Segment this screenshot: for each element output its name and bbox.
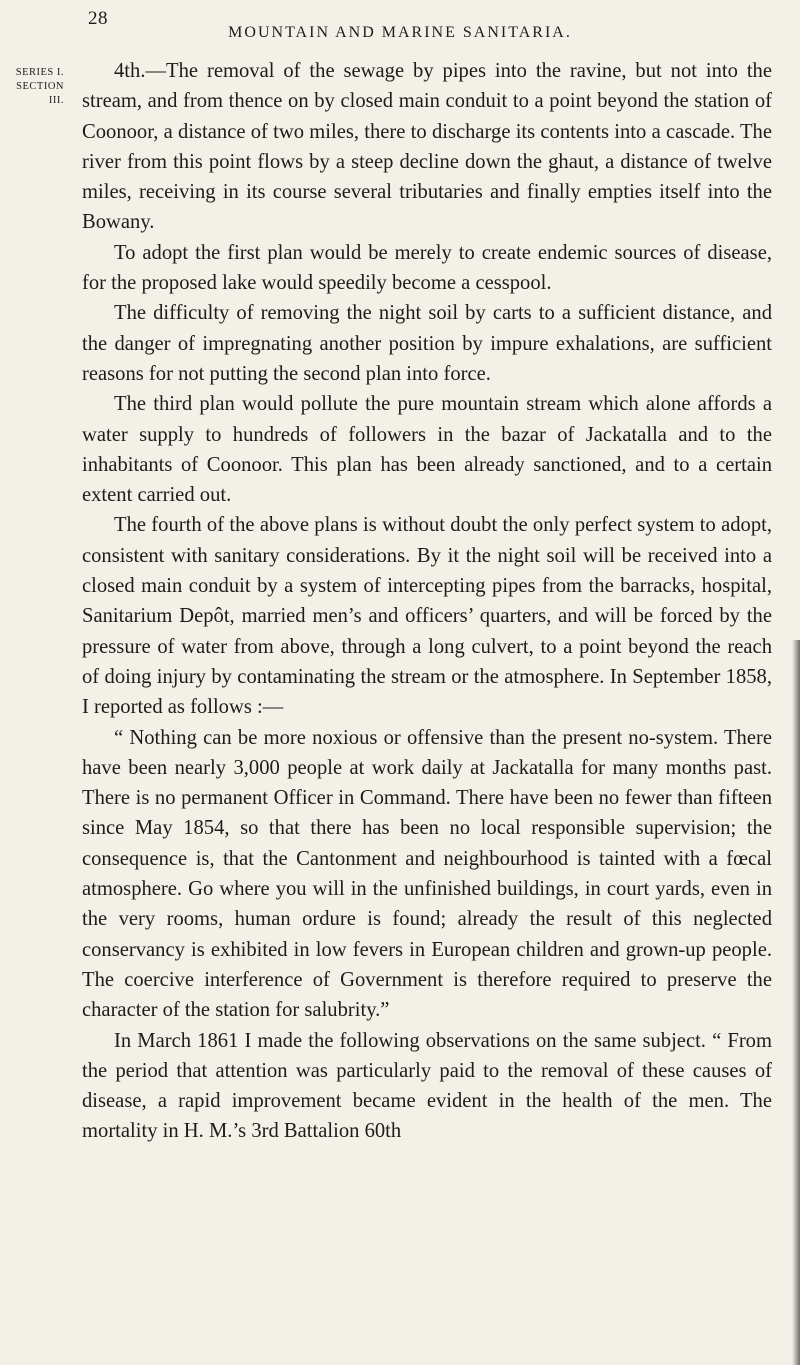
margin-note [0,66,64,108]
body-text [82,56,772,1147]
page-number: 28 [88,8,108,29]
paragraph: To adopt the first plan would be merely to create endemic sources of disease, for the proposed lake would speedily become a cesspool. [82,241,772,295]
paragraph: The third plan would pollute the pure mountain stream which alone affords a water supply to hundreds of followers in the bazar of Jackatalla and to the inhabitants of Coonoor. This plan has been already sanctioned, and to a certain extent carried out. [82,393,772,507]
section-label: SECTION III. [16,81,64,106]
paragraph: The difficulty of removing the night soil by carts to a sufficient distance, and the danger of impregnating another position by impure exhalations, are sufficient reasons for not putting the second plan into force. [82,302,772,385]
series-label: SERIES I. [15,67,64,78]
page-edge-shadow [792,640,800,1365]
paragraph: In March 1861 I made the following observations on the same subject. “ From the period that attention was particularly paid to the removal of these causes of disease, a rapid improvement became evident in the health of the men. The mortality in H. M.’s 3rd Battalion 60th [82,1029,772,1143]
paragraph: 4th.—The removal of the sewage by pipes into the ravine, but not into the stream, and from thence on by closed main conduit to a point beyond the station of Coonoor, a distance of two miles, there to discharge its contents into a cascade. The river from this point flows by a steep decline down the ghaut, a distance of twelve miles, receiving in its course several tributaries and finally empties itself into the Bowany. [82,60,772,234]
running-title: MOUNTAIN AND MARINE SANITARIA. [228,24,572,41]
paragraph: “ Nothing can be more noxious or offensive than the present no-system. There have been nearly 3,000 people at work daily at Jackatalla for many months past. There is no permanent Officer in Command. There have been no fewer than fifteen since May 1854, so that there has been no local responsible supervision; the consequence is, that the Cantonment and neighbourhood is tainted with a fœcal atmosphere. Go where you will in the unfinished buildings, in court yards, even in the very rooms, human ordure is found; already the result of this neglected conservancy is exhibited in low fevers in European children and grown-up people. The coercive interference of Government is therefore required to preserve the character of the station for salubrity.” [82,726,772,1022]
paragraph: The fourth of the above plans is without doubt the only perfect system to adopt, consistent with sanitary considerations. By it the night soil will be received into a closed main conduit by a system of intercepting pipes from the barracks, hospital, Sanitarium Depôt, married men’s and officers’ quarters, and will be forced by the pressure of water from above, through a long culvert, to a point beyond the reach of doing injury by contaminating the stream or the atmosphere. In September 1858, I reported as follows :— [82,514,772,719]
